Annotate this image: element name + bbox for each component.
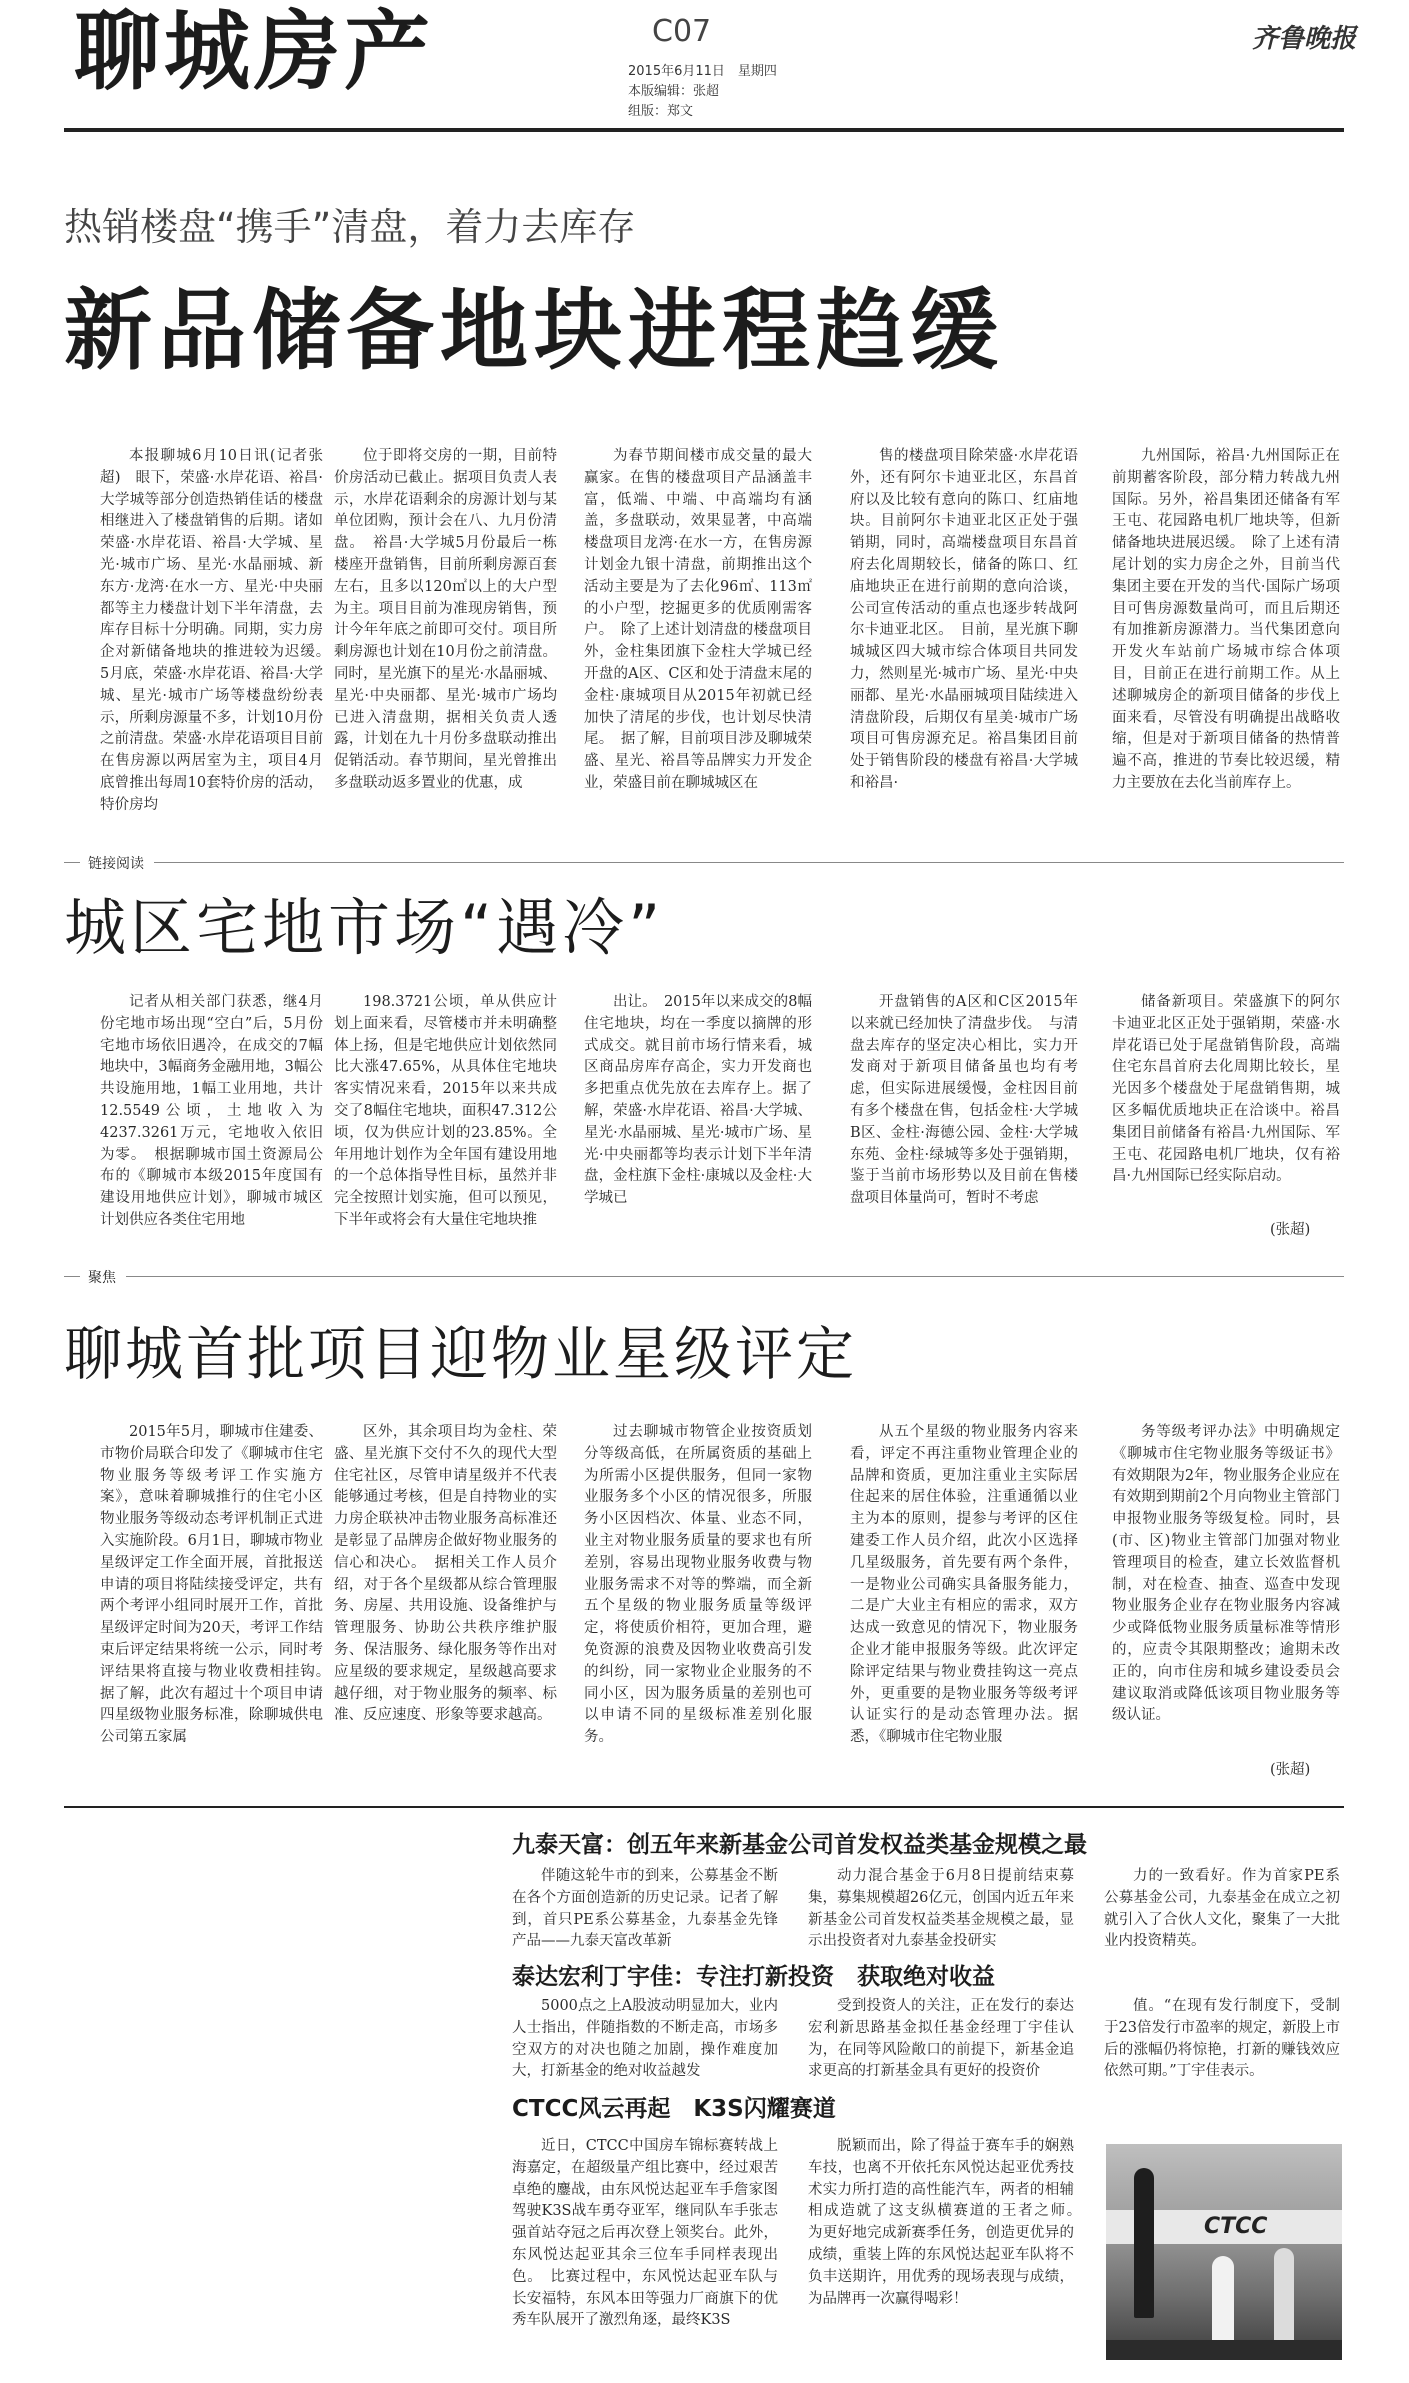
news-strip-rule [64, 1806, 1344, 1808]
article2-byline: (张超) [1270, 1222, 1311, 1238]
article2-col-2: 198.3721公顷，单从供应计划上面来看，尽管楼市并未明确整体上扬，但是宅地供应计划依然同比大涨47.65%，从具体住宅地块客实情况来看，2015年以来共成交了8幅住宅地块，面积47.312公顷，仅为供应计划的23.85%。全年用地计划作为全年国有建设用地的一个总体指导性目标，虽然并非完全按照计划实施，但可以预见，下半年或将会有大量住宅地块推 [334, 994, 557, 1228]
podium-figure-right [1274, 2248, 1294, 2344]
article2-col-1: 记者从相关部门获悉，继4月份宅地市场出现“空白”后，5月份宅地市场依旧遇冷，在成交的7幅地块中，3幅商务金融用地，3幅公共设施用地，1幅工业用地，共计12.5549公顷，土地收入为4237.3261万元，宅地收入依旧为零。 根据聊城市国土资源局公布的《聊城市本级2015年度国有建设用地供应计划》，聊城市城区计划供应各类住宅用地 [100, 994, 323, 1228]
article1-col-3: 为春节期间楼市成交量的最大赢家。在售的楼盘项目产品涵盖丰富，低端、中端、中高端均有涵盖，多盘联动，效果显著，中高端楼盘项目龙湾·在水一方，在售房源计划金九银十清盘，前期推出这个活动主要是为了去化96㎡、113㎡的小户型，挖掘更多的优质刚需客户。 除了上述计划清盘的楼盘项目外，金柱集团旗下金柱大学城已经开盘的A区、C区和处于清盘末尾的金柱·康城项目从2015年初就已经加快了清尾的步伐，也计划尽快清尾。 据了解，目前项目涉及聊城荣盛、星光、裕昌等品牌实力开发企业，荣盛目前在聊城城区在 [584, 448, 812, 791]
ctcc-logo: CTCC [1204, 2214, 1268, 2239]
article3-col-5: 务等级考评办法》中明确规定《聊城市住宅物业服务等级证书》有效期限为2年，物业服务企业应在有效期到期前2个月向物业主管部门申报物业服务等级复检。同时，县(市、区)物业主管部门加强对物业管理项目的检查，建立长效监督机制，对在检查、抽查、巡查中发现物业服务企业存在物业服务内容减少或降低物业服务质量标准等情形的，应责令其限期整改；逾期未改正的，向市住房和城乡建设委员会建议取消或降低该项目物业服务等级认证。 [1112, 1424, 1340, 1724]
article2-col-5: 储备新项目。荣盛旗下的阿尔卡迪亚北区正处于强销期，荣盛·水岸花语已处于尾盘销售阶段，高端住宅东昌首府去化周期比较长，星光因多个楼盘处于尾盘销售期，城区多幅优质地块正在洽谈中。裕昌集团目前储备有裕昌·九州国际、军王屯、花园路电机厂地块，仅有裕昌·九州国际已经实际启动。 [1112, 994, 1340, 1185]
page-number: C07 [652, 14, 712, 49]
news2-col-2: 受到投资人的关注，正在发行的泰达宏利新思路基金拟任基金经理丁宇佳认为，在同等风险敞口的前提下，新基金追求更高的打新基金具有更好的投资价 [808, 1998, 1074, 2080]
article1-col-5: 九州国际，裕昌·九州国际正在前期蓄客阶段，部分精力转战九州国际。另外，裕昌集团还储备有军王屯、花园路电机厂地块等，但新储备地块进展迟缓。 除了上述有清尾计划的实力房企之外，目前当代集团主要在开发的当代·国际广场项目可售房源数量尚可，而且后期还有加推新房源潜力。当代集团意向开发火车站前广场城市综合体项目，目前正在进行前期工作。从上述聊城房企的新项目储备的步伐上面来看，尽管没有明确提出战略收缩，但是对于新项目储备的热情普遍不高，推进的节奏比较迟缓，精力主要放在去化当前库存上。 [1112, 448, 1340, 791]
layout-credit: 组版：郑文 [628, 104, 694, 119]
podium-figure-center [1212, 2256, 1234, 2346]
article3-tag: 聚焦 [80, 1267, 126, 1287]
section-title: 聊城房产 [74, 2, 434, 102]
race-podium-photo [1106, 2144, 1342, 2360]
article3-byline: (张超) [1270, 1762, 1311, 1778]
news1-title: 九泰天富：创五年来新基金公司首发权益类基金规模之最 [512, 1832, 1087, 1858]
news3-col-2: 脱颖而出，除了得益于赛车手的娴熟车技，也离不开依托东风悦达起亚优秀技术实力所打造的高性能汽车，两者的相辅相成造就了这支纵横赛道的王者之师。 为更好地完成新赛季任务，创造更优异的成绩，重装上阵的东风悦达起亚车队将不负丰送期许，用优秀的现场表现与成绩，为品牌再一次赢得喝彩！ [808, 2138, 1089, 2307]
news2-title: 泰达宏利丁宇佳：专注打新投资 获取绝对收益 [512, 1964, 995, 1990]
article2-divider [64, 862, 1344, 863]
issue-date: 2015年6月11日 星期四 [628, 64, 777, 79]
podium-figure-left [1134, 2168, 1154, 2318]
article3-col-2: 区外，其余项目均为金柱、荣盛、星光旗下交付不久的现代大型住宅社区，尽管申请星级并不代表能够通过考核，但是自持物业的实力房企联袂冲击物业服务高标准还是彰显了品牌房企做好物业服务的信心和决心。 据相关工作人员介绍，对于各个星级都从综合管理服务、房屋、共用设施、设备维护与管理服务、协助公共秩序维护服务、保洁服务、绿化服务等作出对应星级的要求规定，星级越高要求越仔细，对于物业服务的频率、标准、反应速度、形象等要求越高。 [334, 1424, 557, 1724]
news1-col-2: 动力混合基金于6月8日提前结束募集，募集规模超26亿元，创国内近五年来新基金公司首发权益类基金规模之最，显示出投资者对九泰基金投研实 [808, 1868, 1074, 1950]
article3-col-3: 过去聊城市物管企业按资质划分等级高低，在所属资质的基础上为所需小区提供服务，但同一家物业服务多个小区的情况很多，所服务小区因档次、体量、业态不同，业主对物业服务质量的要求也有所差别，容易出现物业服务收费与物业服务需求不对等的弊端，而全新五个星级的物业服务质量等级评定，将使质价相符，更加合理，避免资源的浪费及因物业收费高引发的纠纷，同一家物业企业服务的不同小区，因为服务质量的差别也可以申请不同的星级标准差别化服务。 [584, 1424, 812, 1746]
article2-col-3: 出让。 2015年以来成交的8幅住宅地块，均在一季度以摘牌的形式成交。就目前市场行情来看，城区商品房库存高企，实力开发商也多把重点优先放在去库存上。据了解，荣盛·水岸花语、裕昌·大学城、星光·水晶丽城、星光·城市广场、星光·中央丽都等均表示计划下半年清盘，金柱旗下金柱·康城以及金柱·大学城已 [584, 994, 812, 1207]
news3-col-1: 近日，CTCC中国房车锦标赛转战上海嘉定，在超级量产组比赛中，经过艰苦卓绝的鏖战，由东风悦达起亚车手詹家图驾驶K3S战车勇夺亚军，继同队车手张志强首站夺冠之后再次登上领奖台。此外，东风悦达起亚其余三位车手同样表现出色。 比赛过程中，东风悦达起亚车队与长安福特，东风本田等强力厂商旗下的优秀车队展开了激烈角逐，最终K3S [512, 2138, 778, 2329]
paper-name-logo: 齐鲁晚报 [1252, 24, 1357, 54]
article1-title: 新品储备地块进程趋缓 [64, 279, 1005, 382]
article2-title: 城区宅地市场“遇冷” [64, 891, 665, 964]
masthead-rule [64, 128, 1344, 132]
article1-col-2: 位于即将交房的一期，目前特价房活动已截止。据项目负责人表示，水岸花语剩余的房源计划与某单位团购，预计会在八、九月份清盘。 裕昌·大学城5月份最后一栋楼座开盘销售，目前所剩房源百套左右，且多以120㎡以上的大户型为主。项目目前为准现房销售，预计今年年底之前即可交付。项目所剩房源也计划在10月份之前清盘。同时，星光旗下的星光·水晶丽城、星光·中央丽都、星光·城市广场均已进入清盘期，据相关负责人透露，计划在九十月份多盘联动推出促销活动。春节期间，星光曾推出多盘联动返多置业的优惠，成 [334, 448, 557, 791]
article1-col-1: 本报聊城6月10日讯(记者张超) 眼下，荣盛·水岸花语、裕昌·大学城等部分创造热销佳话的楼盘相继进入了楼盘销售的后期。诸如荣盛·水岸花语、裕昌·大学城、星光·城市广场、星光·水晶丽城、新东方·龙湾·在水一方、星光·中央丽都等主力楼盘计划下半年清盘，去库存目标十分明确。同期，实力房企对新储备地块的推进较为迟缓。 5月底，荣盛·水岸花语、裕昌·大学城、星光·城市广场等楼盘纷纷表示，所剩房源量不多，计划10月份之前清盘。荣盛·水岸花语项目目前在售房源以两居室为主，项目4月底曾推出每周10套特价房的活动，特价房均 [100, 448, 338, 813]
article3-divider [64, 1276, 1344, 1277]
news1-col-3: 力的一致看好。作为首家PE系公募基金公司，九泰基金在成立之初就引入了合伙人文化，聚集了一大批业内投资精英。 [1104, 1868, 1340, 1950]
article2-tag: 链接阅读 [80, 853, 154, 873]
article3-col-4: 从五个星级的物业服务内容来看，评定不再注重物业管理企业的品牌和资质，更加注重业主实际居住起来的居住体验，注重通循以业主为本的原则，提参与考评的区住建委工作人员介绍，此次小区选择几星级服务，首先要有两个条件，一是物业公司确实具备服务能力，二是广大业主有相应的需求，双方达成一致意见的情况下，物业服务企业才能申报服务等级。此次评定除评定结果与物业费挂钩这一亮点外，更重要的是物业服务等级考评认证实行的是动态管理办法。据悉，《聊城市住宅物业服 [850, 1424, 1078, 1746]
news3-title: CTCC风云再起 K3S闪耀赛道 [512, 2096, 836, 2122]
article3-col-1: 2015年5月，聊城市住建委、市物价局联合印发了《聊城市住宅物业服务等级考评工作实施方案》，意味着聊城推行的住宅小区物业服务等级动态考评机制正式进入实施阶段。6月1日，聊城市物业星级评定工作全面开展，首批报送申请的项目将陆续接受评定，共有两个考评小组同时展开工作，首批星级评定时间为20天，考评工作结束后评定结果将统一公示，同时考评结果将直接与物业收费相挂钩。 据了解，此次有超过十个项目申请四星级物业服务标准，除聊城供电公司第五家属 [100, 1424, 338, 1746]
article1-col-4: 售的楼盘项目除荣盛·水岸花语外，还有阿尔卡迪亚北区，东昌首府以及比较有意向的陈口、红庙地块。目前阿尔卡迪亚北区正处于强销期，同时，高端楼盘项目东昌首府去化周期较长，储备的陈口、红庙地块正在进行前期的意向洽谈，公司宣传活动的重点也逐步转战阿尔卡迪亚北区。 目前，星光旗下聊城城区四大城市综合体项目共同发力，然则星光·城市广场、星光·中央丽都、星光·水晶丽城项目陆续进入清盘阶段，后期仅有星美·城市广场项目可售房源充足。裕昌集团目前处于销售阶段的楼盘有裕昌·大学城和裕昌· [850, 448, 1078, 791]
article2-col-4: 开盘销售的A区和C区2015年以来就已经加快了清盘步伐。 与清盘去库存的坚定决心相比，实力开发商对于新项目储备虽也均有考虑，但实际进展缓慢，金柱因目前有多个楼盘在售，包括金柱·大学城B区、金柱·海德公园、金柱·大学城东苑、金柱·绿城等多处于强销期，鉴于当前市场形势以及目前在售楼盘项目体量尚可，暂时不考虑 [850, 994, 1078, 1207]
article1-kicker: 热销楼盘“携手”清盘，着力去库存 [64, 205, 636, 249]
news2-col-3: 值。“在现有发行制度下，受制于23倍发行市盈率的规定，新股上市后的涨幅仍将惊艳，打新的赚钱效应依然可期。”丁宇佳表示。 [1104, 1998, 1340, 2080]
editor-credit: 本版编辑：张超 [628, 84, 720, 99]
news1-col-1: 伴随这轮牛市的到来，公募基金不断在各个方面创造新的历史记录。记者了解到，首只PE系公募基金，九泰基金先锋产品——九泰天富改革新 [512, 1868, 778, 1950]
article3-title: 聊城首批项目迎物业星级评定 [64, 1320, 858, 1388]
podium-base [1106, 2340, 1342, 2360]
news2-col-1: 5000点之上A股波动明显加大，业内人士指出，伴随指数的不断走高，市场多空双方的对决也随之加剧，操作难度加大，打新基金的绝对收益越发 [512, 1998, 778, 2080]
